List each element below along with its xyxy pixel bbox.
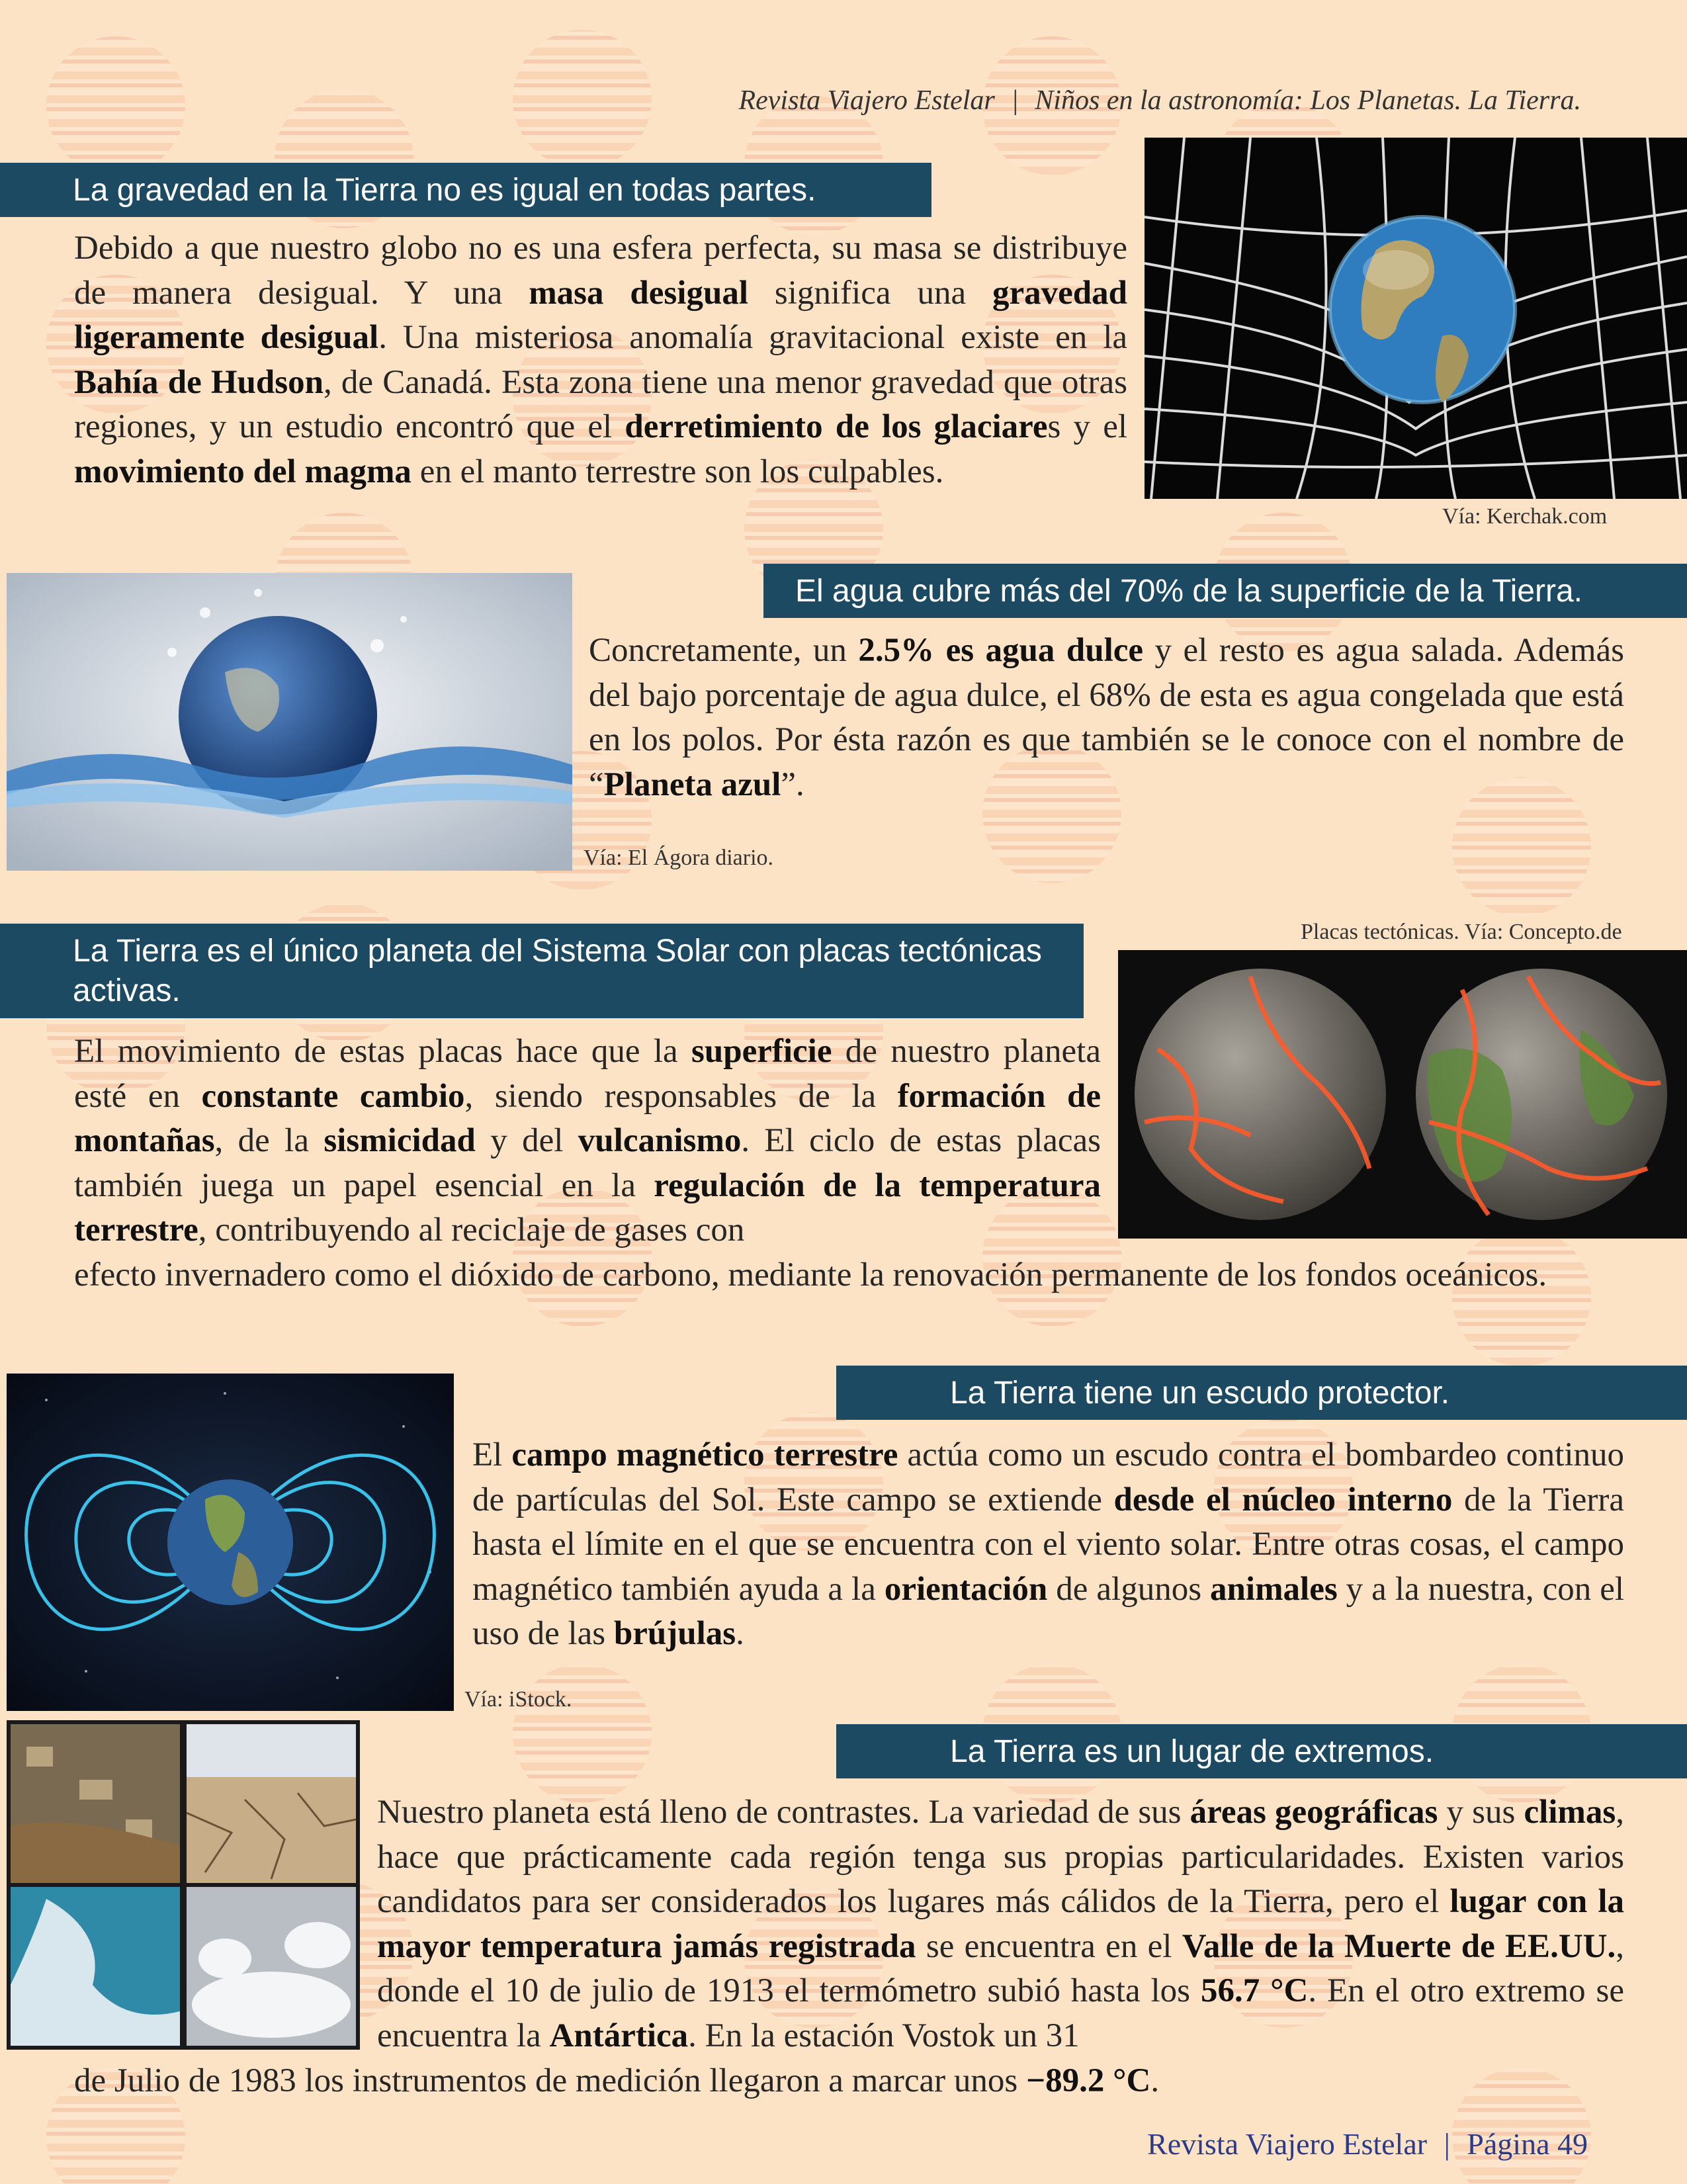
footer-separator: | (1444, 2127, 1450, 2161)
bold-text: regulación de la temperatura terrestre (74, 1166, 1101, 1248)
text-run: ”. (781, 765, 804, 803)
magnetic-field-earth-image (7, 1374, 454, 1711)
paragraph-gravity (74, 226, 1127, 494)
text-run: El movimiento de estas placas hace que la (74, 1033, 692, 1070)
section-title-text: El agua cubre más del 70% de la superficie de la Tierra. (795, 574, 1582, 609)
bold-text: animales (1210, 1570, 1338, 1608)
bold-text: Bahía de Hudson (74, 363, 324, 401)
caption-gravity: Vía: Kerchak.com (1442, 504, 1608, 529)
text-run: , contribuyendo al reciclaje de gases con (198, 1211, 745, 1248)
text-run: . En el otro extremo se encuentra la (377, 1972, 1624, 2054)
text-run: y a la nuestra, con el uso de las (472, 1570, 1624, 1652)
tectonic-plates-globes-image (1118, 950, 1687, 1239)
bold-text: constante cambio (201, 1077, 465, 1115)
text-run: , de Canadá. Esta zona tiene una menor gravedad que otras regiones, y un estudio encontró que el (74, 363, 1127, 445)
text-run: y del (475, 1122, 578, 1159)
earth-splashing-water-image (7, 573, 572, 871)
bold-text: gravedad ligeramente desigual (74, 274, 1128, 356)
text-run: . En la estación Vostok un 31 (688, 2017, 1080, 2054)
paragraph-extremes-a (377, 1790, 1624, 2058)
text-run: actúa como un escudo contra el bombardeo continuo de partículas del Sol. Este campo se extiende (472, 1436, 1624, 1518)
section-title-text: La Tierra tiene un escudo protector. (950, 1376, 1450, 1411)
bold-text: Valle de la Muerte de EE.UU. (1182, 1927, 1616, 1965)
section-title-gravity (0, 163, 931, 217)
text-run: . (1150, 2062, 1160, 2099)
paragraph-tectonic-a (74, 1029, 1101, 1253)
bold-text: orientación (884, 1570, 1048, 1608)
header-section: Niños en la astronomía: Los Planetas. La Tierra. (1035, 85, 1581, 116)
bold-text: áreas geográficas (1190, 1794, 1438, 1831)
paragraph-magnetic (472, 1433, 1624, 1657)
text-run: . Una misteriosa anomalía gravitacional existe en la (378, 319, 1127, 356)
header-magazine: Revista Viajero Estelar (738, 85, 995, 116)
bold-text: climas (1524, 1794, 1616, 1831)
bold-text: movimiento del magma (74, 453, 411, 490)
text-run: . (736, 1615, 744, 1652)
section-title-text: La gravedad en la Tierra no es igual en todas partes. (73, 173, 816, 208)
text-run: de la Tierra hasta el límite en el que se encuentra con el viento solar. Entre otras cosas, el campo magnético también ayuda a la (472, 1481, 1624, 1608)
text-run: y el resto es agua salada. Además del bajo porcentaje de agua dulce, el 68% de esta es agua congelada que está en los polos. Por ésta razón es que también se le conoce con el nombre de “ (589, 632, 1624, 803)
bold-text: Antártica (549, 2017, 689, 2054)
bold-text: Planeta azul (603, 765, 781, 803)
text-run: Debido a que nuestro globo no es una esfera perfecta, su masa se distribuye de manera desigual. Y una (74, 230, 1127, 312)
bold-text: desde el núcleo interno (1113, 1481, 1453, 1518)
section-title-text: La Tierra es el único planeta del Sistema Solar con placas tectónicas activas. (73, 934, 1042, 1008)
page-header (655, 85, 1581, 116)
text-run: El (472, 1436, 512, 1473)
section-title-text: La Tierra es un lugar de extremos. (950, 1734, 1434, 1769)
text-run: significa una (748, 274, 993, 312)
caption-magnetic: Vía: iStock. (464, 1687, 572, 1712)
header-separator: | (1011, 85, 1019, 116)
text-run: Nuestro planeta está lleno de contrastes. La variedad de sus (377, 1794, 1190, 1831)
bold-text: sismicidad (324, 1122, 476, 1159)
bold-text: −89.2 °C (1026, 2062, 1151, 2099)
text-run: Concretamente, un (589, 632, 859, 669)
text-run: s y el (1047, 408, 1128, 445)
caption-tectonic: Placas tectónicas. Vía: Concepto.de (1301, 920, 1622, 944)
text-run: de Julio de 1983 los instrumentos de medición llegaron a marcar unos (74, 2062, 1027, 2099)
paragraph-water (589, 629, 1624, 807)
bold-text: brújulas (613, 1615, 736, 1652)
text-run: de nuestro planeta esté en (74, 1033, 1101, 1115)
section-title-tectonic (0, 924, 1084, 1018)
earth-on-warped-grid-image (1145, 138, 1687, 499)
text-run: . El ciclo de estas placas también juega un papel esencial en la (74, 1122, 1101, 1204)
climate-extremes-collage-image (7, 1720, 360, 2050)
page-footer (1147, 2126, 1588, 2162)
bold-text: 56.7 °C (1200, 1972, 1309, 2009)
section-title-magnetic (836, 1366, 1687, 1420)
bold-text: masa desigual (529, 274, 748, 312)
bold-text: derretimiento de los glaciare (625, 408, 1048, 445)
bold-text: 2.5% es agua dulce (858, 632, 1144, 669)
section-title-extremes (836, 1724, 1687, 1778)
bold-text: vulcanismo (578, 1122, 742, 1159)
text-run: , siendo responsables de la (464, 1077, 898, 1115)
text-run: , hace que prácticamente cada región tenga sus propias particularidades. Existen varios candidatos para ser considerados los lugares más cálidos de la Tierra, pero el (377, 1794, 1624, 1920)
text-run: en el manto terrestre son los culpables. (411, 453, 944, 490)
section-title-water (763, 564, 1687, 618)
page-number: Página 49 (1467, 2127, 1588, 2161)
text-run: y sus (1438, 1794, 1524, 1831)
text-run: , donde el 10 de julio de 1913 el termómetro subió hasta los (377, 1927, 1624, 2009)
text-run: se encuentra en el (916, 1927, 1182, 1965)
paragraph-extremes-b (74, 2059, 1624, 2104)
text-run: efecto invernadero como el dióxido de carbono, mediante la renovación permanente de los fondos oceánicos. (74, 1256, 1547, 1293)
bold-text: campo magnético terrestre (511, 1436, 898, 1473)
footer-magazine: Revista Viajero Estelar (1147, 2127, 1428, 2161)
bold-text: formación de montañas (74, 1077, 1101, 1159)
bold-text: superficie (691, 1033, 832, 1070)
bold-text: lugar con la mayor temperatura jamás registrada (377, 1883, 1624, 1965)
caption-water: Vía: El Ágora diario. (584, 846, 774, 870)
paragraph-tectonic-b (74, 1253, 1624, 1298)
text-run: , de la (214, 1122, 324, 1159)
text-run: de algunos (1047, 1570, 1211, 1608)
